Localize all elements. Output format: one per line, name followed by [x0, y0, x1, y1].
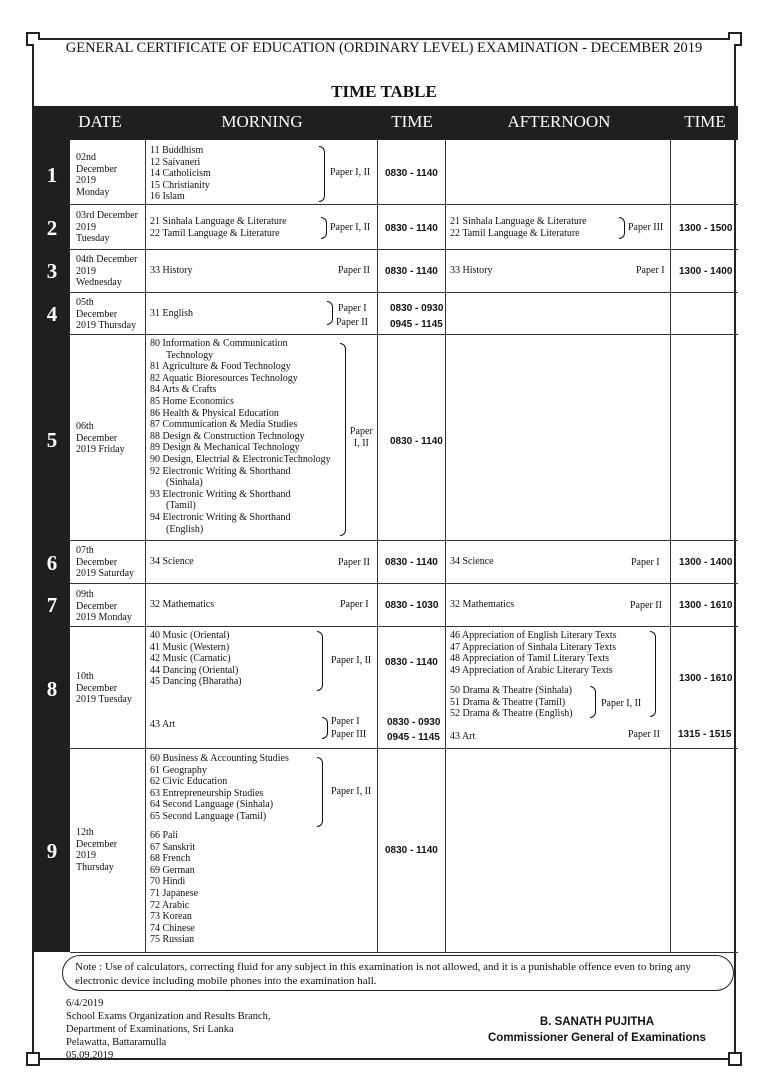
paper-label: Paper I, II	[331, 655, 372, 666]
grid-line	[670, 140, 671, 952]
day-number: 2	[46, 216, 58, 240]
time-value: 0830 - 1140	[385, 557, 438, 568]
day-number: 9	[46, 839, 58, 863]
subject-list: 40 Music (Oriental) 41 Music (Western) 42 Music (Carnatic) 44 Dancing (Oriental) 45 Dancing (Bharatha)	[150, 630, 242, 688]
grid-line	[70, 748, 738, 749]
grid-line	[70, 334, 738, 335]
date-cell: 09th December 2019 Monday	[76, 589, 132, 624]
day-number: 7	[46, 593, 58, 617]
grid-line	[70, 952, 738, 953]
paper-label: Paper II	[630, 600, 662, 611]
date-cell: 07th December 2019 Saturday	[76, 545, 135, 580]
signature-block	[488, 1014, 706, 1046]
grid-line	[145, 140, 146, 952]
page-border	[32, 38, 736, 1060]
paper-label: Paper I	[340, 599, 369, 610]
col-date: DATE	[78, 112, 122, 131]
corner-ornament	[26, 1052, 40, 1066]
date-cell: 03rd December 2019 Tuesday	[76, 210, 138, 245]
paper-label: Paper I, II	[330, 167, 371, 178]
time-value: 1300 - 1610	[679, 600, 733, 611]
col-time-morning: TIME	[391, 112, 433, 131]
afternoon-subject-list: 46 Appreciation of English Literary Texts 47 Appreciation of Sinhala Literary Texts 48 Appreciation of Tamil Literary Texts 49 Appreciation of Arabic Literary Texts	[450, 630, 617, 676]
time-value: 0945 - 1145	[390, 319, 443, 330]
time-value: 0830 - 0930	[387, 717, 441, 728]
time-value: 0830 - 1140	[390, 436, 443, 447]
time-value: 1300 - 1500	[679, 223, 733, 234]
subject: 34 Science	[150, 556, 194, 567]
paper-label: Paper I	[338, 303, 367, 314]
day-number: 5	[46, 428, 58, 452]
subject-list: 66 Pali 67 Sanskrit 68 French 69 German 70 Hindi 71 Japanese 72 Arabic 73 Korean 74 Chinese 75 Russian	[150, 830, 199, 946]
paper-label: Paper I, II	[601, 698, 642, 709]
signer-name: B. SANATH PUJITHA	[539, 1016, 655, 1028]
subject: 32 Mathematics	[150, 599, 215, 610]
date-cell: 02nd December 2019 Monday	[76, 152, 118, 198]
grid-line	[70, 583, 738, 584]
time-value: 0830 - 1140	[385, 845, 438, 856]
grid-line	[445, 140, 446, 952]
time-value: 1315 - 1515	[678, 729, 732, 740]
time-value: 0830 - 1030	[385, 600, 439, 611]
afternoon-subject-list: 50 Drama & Theatre (Sinhala) 51 Drama & Theatre (Tamil) 52 Drama & Theatre (English)	[450, 685, 573, 720]
grid-line	[70, 249, 738, 250]
brace	[619, 217, 625, 239]
timetable-title: TIME TABLE	[331, 82, 437, 101]
grid-line	[70, 540, 738, 541]
paper-label: Paper III	[628, 222, 664, 233]
afternoon-subject: 34 Science	[450, 556, 494, 567]
paper-label: Paper II	[336, 317, 368, 328]
subject-list: 80 Information & Communication Technology 81 Agriculture & Food Technology 82 Aquatic Bioresources Technology 84 Arts & Crafts 85 Home Economics 86 Health & Physical Education 87 Communication & Media Studies 88 Design & Construction Technology 89 Design & Mechanical Technology 90 Design, Electrial & ElectronicTechnology 92 Electronic Writing & Shorthand (Sinhala) 93 Electronic Writing & Shorthand (Tamil) 94 Electronic Writing & Shorthand (English)	[150, 338, 331, 535]
subject-list: 11 Buddhism 12 Saivaneri 14 Catholicism 15 Christianity 16 Islam	[150, 145, 211, 203]
time-value: 1300 - 1400	[679, 557, 733, 568]
brace	[319, 146, 325, 202]
exam-title: GENERAL CERTIFICATE OF EDUCATION (ORDINARY LEVEL) EXAMINATION - DECEMBER 2019	[34, 40, 734, 57]
col-time-afternoon: TIME	[684, 112, 726, 131]
subject: 43 Art	[150, 719, 176, 730]
grid-line	[70, 292, 738, 293]
brace	[317, 757, 323, 827]
time-value: 0945 - 1145	[387, 732, 440, 743]
paper-label: Paper I	[631, 557, 660, 568]
paper-label: Paper I, II	[350, 426, 373, 449]
time-value: 1300 - 1400	[679, 266, 733, 277]
date-cell: 12th December 2019 Thursday	[76, 827, 118, 873]
day-number: 1	[46, 163, 58, 187]
paper-label: Paper I	[636, 265, 665, 276]
afternoon-subject: 43 Art	[450, 731, 476, 742]
day-number: 8	[46, 677, 58, 701]
table-header	[34, 106, 738, 140]
time-value: 0830 - 0930	[390, 303, 444, 314]
brace	[327, 301, 333, 325]
grid-line	[70, 204, 738, 205]
brace	[322, 717, 328, 739]
date-cell: 06th December 2019 Friday	[76, 421, 125, 456]
time-value: 0830 - 1140	[385, 223, 438, 234]
paper-label: Paper III	[331, 729, 367, 740]
paper-label: Paper II	[338, 265, 370, 276]
afternoon-subject-list: 21 Sinhala Language & Literature 22 Tamil Language & Literature	[450, 216, 587, 239]
issuer-address: 6/4/2019 School Exams Organization and Results Branch, Department of Examinations, Sri Lanka Pelawatta, Battaramulla 05.09.2019	[66, 998, 271, 1061]
date-cell: 05th December 2019 Thursday	[76, 297, 137, 332]
signer-title: Commissioner General of Examinations	[488, 1032, 706, 1044]
day-number: 6	[46, 551, 58, 575]
date-cell: 10th December 2019 Tuesday	[76, 671, 132, 706]
paper-label: Paper I, II	[330, 222, 371, 233]
paper-label: Paper II	[628, 729, 660, 740]
brace	[317, 631, 323, 691]
date-cell: 04th December 2019 Wednesday	[76, 254, 138, 289]
note-box: Note : Use of calculators, correcting fluid for any subject in this examination is not allowed, and it is a punishable offence even to bring any electronic device including mobile phones into the examination hall.	[62, 955, 734, 991]
corner-ornament	[728, 1052, 742, 1066]
paper-label: Paper I	[331, 716, 360, 727]
subject-list: 60 Business & Accounting Studies 61 Geography 62 Civic Education 63 Entrepreneurship Studies 64 Second Language (Sinhala) 65 Second Language (Tamil)	[150, 753, 289, 822]
subject: 31 English	[150, 308, 194, 319]
brace	[321, 217, 327, 239]
subject-list: 21 Sinhala Language & Literature 22 Tamil Language & Literature	[150, 216, 287, 239]
subject: 33 History	[150, 265, 193, 276]
afternoon-subject: 32 Mathematics	[450, 599, 515, 610]
time-value: 0830 - 1140	[385, 657, 438, 668]
day-number: 4	[46, 302, 58, 326]
brace	[340, 343, 346, 536]
afternoon-subject: 33 History	[450, 265, 493, 276]
col-afternoon: AFTERNOON	[507, 112, 611, 131]
brace	[650, 631, 656, 717]
time-value: 0830 - 1140	[385, 266, 438, 277]
grid-line	[377, 140, 378, 952]
col-morning: MORNING	[221, 112, 303, 131]
day-number: 3	[46, 259, 58, 283]
time-value: 1300 - 1610	[679, 673, 733, 684]
paper-label: Paper I, II	[331, 786, 372, 797]
grid-line	[70, 626, 738, 627]
time-value: 0830 - 1140	[385, 168, 438, 179]
brace	[590, 686, 596, 718]
paper-label: Paper II	[338, 557, 370, 568]
